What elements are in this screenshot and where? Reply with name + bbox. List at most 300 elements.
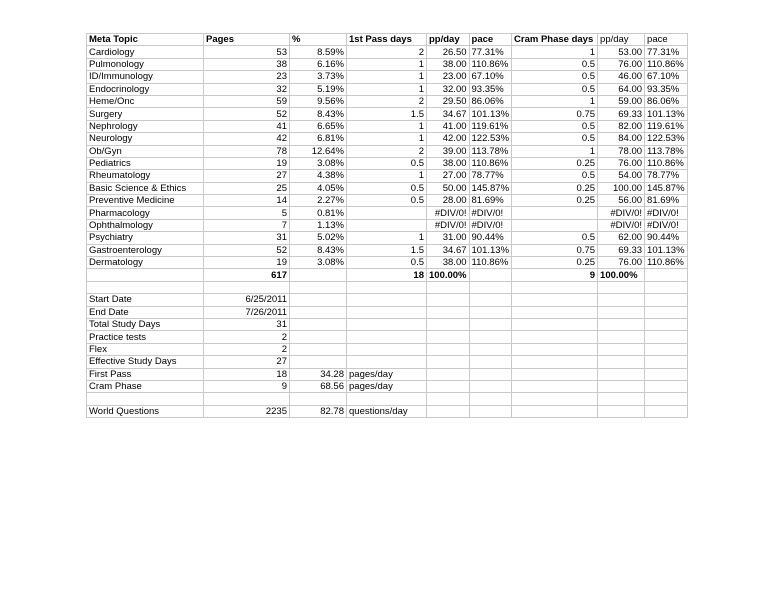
table-cell-fp[interactable]: 0.5 <box>347 257 427 269</box>
table-cell-pace2[interactable]: 67.10% <box>645 71 688 83</box>
table-cell-ppd[interactable]: 27.00 <box>427 170 470 182</box>
table-cell-pages[interactable]: 23 <box>204 71 290 83</box>
table-cell-ppd2[interactable]: 54.00 <box>598 170 645 182</box>
table-cell-pace[interactable]: 110.86% <box>469 58 512 70</box>
table-cell-pct[interactable]: 9.56% <box>290 95 347 107</box>
empty-cell[interactable] <box>512 368 598 380</box>
empty-cell[interactable] <box>598 405 645 417</box>
table-cell-pages[interactable]: 42 <box>204 133 290 145</box>
table-cell-cram[interactable]: 1 <box>512 46 598 58</box>
summary-rate-world[interactable]: 82.78 <box>290 405 347 417</box>
table-cell-ppd2[interactable]: 62.00 <box>598 232 645 244</box>
empty-cell[interactable] <box>427 281 470 293</box>
table-cell-topic[interactable]: Pharmacology <box>87 207 204 219</box>
empty-cell[interactable] <box>469 343 512 355</box>
table-cell-topic[interactable]: Ophthalmology <box>87 219 204 231</box>
empty-cell[interactable] <box>645 331 688 343</box>
table-cell-pace2[interactable]: 110.86% <box>645 58 688 70</box>
summary-value-start[interactable]: 6/25/2011 <box>204 294 290 306</box>
table-cell-ppd2[interactable]: 59.00 <box>598 95 645 107</box>
empty-cell[interactable] <box>347 393 427 405</box>
table-cell-ppd[interactable]: 42.00 <box>427 133 470 145</box>
table-row <box>87 58 688 70</box>
empty-cell[interactable] <box>290 331 347 343</box>
table-cell-pace[interactable]: 119.61% <box>469 120 512 132</box>
table-cell-pages[interactable]: 19 <box>204 257 290 269</box>
table-cell-cram[interactable]: 0.5 <box>512 133 598 145</box>
empty-cell[interactable] <box>598 356 645 368</box>
table-cell-topic[interactable]: Surgery <box>87 108 204 120</box>
totals-row <box>87 269 688 281</box>
table-cell-ppd[interactable]: 38.00 <box>427 257 470 269</box>
table-cell-cram[interactable] <box>512 219 598 231</box>
table-cell-pace2[interactable]: 145.87% <box>645 182 688 194</box>
table-cell-pct[interactable]: 6.65% <box>290 120 347 132</box>
table-cell-pace[interactable]: #DIV/0! <box>469 219 512 231</box>
table-cell-topic[interactable]: Rheumatology <box>87 170 204 182</box>
empty-cell[interactable] <box>598 318 645 330</box>
table-cell-pace[interactable]: 122.53% <box>469 133 512 145</box>
table-cell-fp[interactable]: 1 <box>347 58 427 70</box>
empty-cell[interactable] <box>645 281 688 293</box>
table-cell-pace[interactable]: 81.69% <box>469 195 512 207</box>
table-cell-ppd2[interactable]: 84.00 <box>598 133 645 145</box>
table-cell-pct[interactable]: 8.59% <box>290 46 347 58</box>
empty-cell[interactable] <box>598 306 645 318</box>
empty-cell[interactable] <box>469 405 512 417</box>
table-cell-pace[interactable]: 86.06% <box>469 95 512 107</box>
table-cell-pct[interactable]: 8.43% <box>290 244 347 256</box>
header-cell-cram[interactable]: Cram Phase days <box>512 34 598 46</box>
empty-cell[interactable] <box>598 294 645 306</box>
table-cell-ppd2[interactable]: 46.00 <box>598 71 645 83</box>
table-cell-topic[interactable]: Preventive Medicine <box>87 195 204 207</box>
table-row <box>87 207 688 219</box>
table-cell-ppd2[interactable]: #DIV/0! <box>598 219 645 231</box>
empty-cell[interactable] <box>469 368 512 380</box>
table-cell-fp[interactable]: 2 <box>347 95 427 107</box>
empty-cell[interactable] <box>427 356 470 368</box>
empty-cell[interactable] <box>204 393 290 405</box>
empty-cell[interactable] <box>469 306 512 318</box>
table-cell-ppd[interactable]: 38.00 <box>427 58 470 70</box>
empty-cell[interactable] <box>645 306 688 318</box>
empty-cell[interactable] <box>290 281 347 293</box>
table-cell-pages[interactable]: 7 <box>204 219 290 231</box>
empty-cell[interactable] <box>427 393 470 405</box>
table-cell-fp[interactable]: 1 <box>347 120 427 132</box>
header-cell-ppday2[interactable]: pp/day <box>598 34 645 46</box>
summary-row-effective <box>87 356 688 368</box>
table-cell-pace[interactable]: 110.86% <box>469 157 512 169</box>
table-cell-pct[interactable]: 4.05% <box>290 182 347 194</box>
table-cell-ppd[interactable]: #DIV/0! <box>427 207 470 219</box>
empty-cell[interactable] <box>427 343 470 355</box>
table-row <box>87 133 688 145</box>
empty-cell[interactable] <box>427 306 470 318</box>
summary-row-cram <box>87 380 688 392</box>
table-cell-topic[interactable]: Basic Science & Ethics <box>87 182 204 194</box>
table-cell-ppd2[interactable]: 64.00 <box>598 83 645 95</box>
empty-cell[interactable] <box>469 393 512 405</box>
table-cell-pages[interactable]: 38 <box>204 58 290 70</box>
table-cell-cram[interactable]: 0.5 <box>512 58 598 70</box>
summary-label-total[interactable]: Total Study Days <box>87 318 204 330</box>
table-cell-pages[interactable]: 41 <box>204 120 290 132</box>
table-cell-fp[interactable]: 1 <box>347 83 427 95</box>
table-cell-pages[interactable]: 52 <box>204 108 290 120</box>
table-cell-cram[interactable]: 0.5 <box>512 120 598 132</box>
totals-pages[interactable]: 617 <box>204 269 290 281</box>
summary-unit-cram[interactable]: pages/day <box>347 380 427 392</box>
table-cell-pct[interactable]: 5.19% <box>290 83 347 95</box>
table-cell-pct[interactable]: 12.64% <box>290 145 347 157</box>
table-cell-pace[interactable]: 90.44% <box>469 232 512 244</box>
table-cell-pct[interactable]: 5.02% <box>290 232 347 244</box>
summary-rate-first[interactable]: 34.28 <box>290 368 347 380</box>
totals-pace-blank[interactable] <box>469 269 512 281</box>
totals-pct[interactable] <box>290 269 347 281</box>
table-cell-fp[interactable] <box>347 219 427 231</box>
empty-cell[interactable] <box>347 306 427 318</box>
table-cell-cram[interactable]: 0.25 <box>512 182 598 194</box>
empty-cell[interactable] <box>645 368 688 380</box>
table-cell-pct[interactable]: 4.38% <box>290 170 347 182</box>
table-cell-ppd2[interactable]: 56.00 <box>598 195 645 207</box>
table-cell-pace[interactable]: #DIV/0! <box>469 207 512 219</box>
empty-cell[interactable] <box>347 294 427 306</box>
header-cell-topic[interactable]: Meta Topic <box>87 34 204 46</box>
table-cell-ppd[interactable]: #DIV/0! <box>427 219 470 231</box>
header-cell-first_pass[interactable]: 1st Pass days <box>347 34 427 46</box>
table-cell-ppd[interactable]: 29.50 <box>427 95 470 107</box>
table-cell-pace2[interactable]: 113.78% <box>645 145 688 157</box>
table-cell-pace2[interactable]: 93.35% <box>645 83 688 95</box>
table-cell-topic[interactable]: Endocrinology <box>87 83 204 95</box>
table-cell-pace2[interactable]: 81.69% <box>645 195 688 207</box>
table-cell-ppd[interactable]: 41.00 <box>427 120 470 132</box>
table-cell-pct[interactable]: 0.81% <box>290 207 347 219</box>
totals-first-pass[interactable]: 18 <box>347 269 427 281</box>
summary-value-end[interactable]: 7/26/2011 <box>204 306 290 318</box>
summary-value-world[interactable]: 2235 <box>204 405 290 417</box>
table-row <box>87 232 688 244</box>
empty-cell[interactable] <box>204 281 290 293</box>
empty-cell[interactable] <box>512 380 598 392</box>
empty-cell[interactable] <box>347 331 427 343</box>
table-cell-topic[interactable]: Gastroenterology <box>87 244 204 256</box>
table-cell-pace2[interactable]: 122.53% <box>645 133 688 145</box>
table-cell-cram[interactable]: 0.25 <box>512 157 598 169</box>
empty-cell[interactable] <box>427 380 470 392</box>
header-cell-pct[interactable]: % <box>290 34 347 46</box>
summary-unit-world[interactable]: questions/day <box>347 405 427 417</box>
table-cell-topic[interactable]: Psychiatry <box>87 232 204 244</box>
table-cell-cram[interactable]: 0.75 <box>512 108 598 120</box>
table-row <box>87 95 688 107</box>
summary-label-cram[interactable]: Cram Phase <box>87 380 204 392</box>
table-cell-fp[interactable] <box>347 207 427 219</box>
empty-cell[interactable] <box>469 380 512 392</box>
table-cell-pace[interactable]: 67.10% <box>469 71 512 83</box>
table-cell-topic[interactable]: Ob/Gyn <box>87 145 204 157</box>
table-cell-cram[interactable]: 1 <box>512 145 598 157</box>
empty-cell[interactable] <box>347 281 427 293</box>
table-cell-cram[interactable]: 0.5 <box>512 83 598 95</box>
table-cell-pct[interactable]: 3.73% <box>290 71 347 83</box>
table-cell-ppd2[interactable]: #DIV/0! <box>598 207 645 219</box>
table-cell-pages[interactable]: 32 <box>204 83 290 95</box>
totals-cram[interactable]: 9 <box>512 269 598 281</box>
table-cell-ppd[interactable]: 34.67 <box>427 244 470 256</box>
empty-cell[interactable] <box>598 331 645 343</box>
totals-blank[interactable] <box>645 269 688 281</box>
empty-cell[interactable] <box>512 356 598 368</box>
table-cell-cram[interactable]: 0.5 <box>512 232 598 244</box>
header-cell-pace[interactable]: pace <box>469 34 512 46</box>
empty-cell[interactable] <box>469 356 512 368</box>
table-cell-pages[interactable]: 5 <box>204 207 290 219</box>
table-cell-pages[interactable]: 25 <box>204 182 290 194</box>
table-cell-topic[interactable]: Pediatrics <box>87 157 204 169</box>
table-cell-ppd[interactable]: 26.50 <box>427 46 470 58</box>
summary-label-end[interactable]: End Date <box>87 306 204 318</box>
table-cell-pace2[interactable]: 101.13% <box>645 244 688 256</box>
table-cell-ppd2[interactable]: 100.00 <box>598 182 645 194</box>
empty-cell[interactable] <box>290 294 347 306</box>
table-cell-pace2[interactable]: 78.77% <box>645 170 688 182</box>
summary-value-flex[interactable]: 2 <box>204 343 290 355</box>
table-cell-topic[interactable]: Nephrology <box>87 120 204 132</box>
empty-cell[interactable] <box>645 405 688 417</box>
header-cell-pace2[interactable]: pace <box>645 34 688 46</box>
summary-label-start[interactable]: Start Date <box>87 294 204 306</box>
table-row <box>87 182 688 194</box>
summary-label-first[interactable]: First Pass <box>87 368 204 380</box>
empty-cell[interactable] <box>512 281 598 293</box>
empty-cell[interactable] <box>512 331 598 343</box>
table-cell-pace2[interactable]: 77.31% <box>645 46 688 58</box>
table-cell-pace2[interactable]: 119.61% <box>645 120 688 132</box>
empty-cell[interactable] <box>469 318 512 330</box>
summary-value-first[interactable]: 18 <box>204 368 290 380</box>
empty-cell[interactable] <box>469 331 512 343</box>
empty-cell[interactable] <box>598 343 645 355</box>
empty-cell[interactable] <box>347 343 427 355</box>
empty-cell[interactable] <box>645 294 688 306</box>
summary-unit-first[interactable]: pages/day <box>347 368 427 380</box>
summary-value-practice[interactable]: 2 <box>204 331 290 343</box>
empty-cell[interactable] <box>290 318 347 330</box>
table-cell-ppd[interactable]: 28.00 <box>427 195 470 207</box>
totals-pace[interactable]: 100.00% <box>427 269 470 281</box>
table-cell-ppd[interactable]: 39.00 <box>427 145 470 157</box>
empty-cell[interactable] <box>598 281 645 293</box>
table-cell-pace[interactable]: 145.87% <box>469 182 512 194</box>
empty-cell[interactable] <box>290 393 347 405</box>
table-cell-ppd2[interactable]: 82.00 <box>598 120 645 132</box>
table-cell-ppd2[interactable]: 76.00 <box>598 58 645 70</box>
summary-rate-cram[interactable]: 68.56 <box>290 380 347 392</box>
table-cell-pace2[interactable]: 101.13% <box>645 108 688 120</box>
table-cell-cram[interactable]: 0.25 <box>512 195 598 207</box>
table-cell-ppd[interactable]: 32.00 <box>427 83 470 95</box>
table-cell-ppd2[interactable]: 76.00 <box>598 157 645 169</box>
table-cell-ppd2[interactable]: 69.33 <box>598 244 645 256</box>
table-cell-pace[interactable]: 110.86% <box>469 257 512 269</box>
summary-value-effective[interactable]: 27 <box>204 356 290 368</box>
empty-cell[interactable] <box>512 405 598 417</box>
summary-label-practice[interactable]: Practice tests <box>87 331 204 343</box>
table-cell-pace[interactable]: 77.31% <box>469 46 512 58</box>
table-cell-ppd[interactable]: 50.00 <box>427 182 470 194</box>
empty-cell[interactable] <box>290 306 347 318</box>
table-cell-pct[interactable]: 6.16% <box>290 58 347 70</box>
empty-cell[interactable] <box>512 343 598 355</box>
table-cell-pages[interactable]: 27 <box>204 170 290 182</box>
table-row <box>87 108 688 120</box>
empty-cell[interactable] <box>347 356 427 368</box>
header-cell-pages[interactable]: Pages <box>204 34 290 46</box>
table-cell-pace2[interactable]: #DIV/0! <box>645 219 688 231</box>
table-cell-topic[interactable]: Dermatology <box>87 257 204 269</box>
table-cell-fp[interactable]: 2 <box>347 46 427 58</box>
table-cell-cram[interactable] <box>512 207 598 219</box>
study-schedule-sheet <box>86 33 688 418</box>
blank-row <box>87 281 688 293</box>
table-cell-pages[interactable]: 31 <box>204 232 290 244</box>
table-cell-cram[interactable]: 0.25 <box>512 257 598 269</box>
table-cell-topic[interactable]: Heme/Onc <box>87 95 204 107</box>
empty-cell[interactable] <box>87 281 204 293</box>
empty-cell[interactable] <box>469 281 512 293</box>
empty-cell[interactable] <box>290 356 347 368</box>
empty-cell[interactable] <box>347 318 427 330</box>
table-cell-ppd2[interactable]: 53.00 <box>598 46 645 58</box>
table-row <box>87 244 688 256</box>
table-cell-pace[interactable]: 101.13% <box>469 108 512 120</box>
summary-label-flex[interactable]: Flex <box>87 343 204 355</box>
table-cell-fp[interactable]: 2 <box>347 145 427 157</box>
table-cell-pages[interactable]: 53 <box>204 46 290 58</box>
summary-row-start <box>87 294 688 306</box>
table-cell-pages[interactable]: 78 <box>204 145 290 157</box>
empty-cell[interactable] <box>645 356 688 368</box>
summary-value-cram[interactable]: 9 <box>204 380 290 392</box>
summary-row-world <box>87 405 688 417</box>
table-cell-fp[interactable]: 0.5 <box>347 182 427 194</box>
table-row <box>87 257 688 269</box>
table-cell-ppd[interactable]: 31.00 <box>427 232 470 244</box>
table-cell-cram[interactable]: 1 <box>512 95 598 107</box>
summary-label-effective[interactable]: Effective Study Days <box>87 356 204 368</box>
table-row <box>87 170 688 182</box>
empty-cell[interactable] <box>87 393 204 405</box>
table-cell-pace2[interactable]: 86.06% <box>645 95 688 107</box>
table-cell-ppd[interactable]: 34.67 <box>427 108 470 120</box>
empty-cell[interactable] <box>645 343 688 355</box>
empty-cell[interactable] <box>512 306 598 318</box>
empty-cell[interactable] <box>427 405 470 417</box>
table-cell-fp[interactable]: 0.5 <box>347 195 427 207</box>
empty-cell[interactable] <box>290 343 347 355</box>
totals-label[interactable] <box>87 269 204 281</box>
table-cell-ppd2[interactable]: 69.33 <box>598 108 645 120</box>
table-cell-pages[interactable]: 59 <box>204 95 290 107</box>
table-cell-pace[interactable]: 78.77% <box>469 170 512 182</box>
empty-cell[interactable] <box>598 380 645 392</box>
table-cell-pct[interactable]: 8.43% <box>290 108 347 120</box>
table-cell-topic[interactable]: Pulmonology <box>87 58 204 70</box>
summary-label-world[interactable]: World Questions <box>87 405 204 417</box>
table-row <box>87 46 688 58</box>
table-cell-pages[interactable]: 14 <box>204 195 290 207</box>
table-cell-ppd[interactable]: 23.00 <box>427 71 470 83</box>
table-cell-fp[interactable]: 1 <box>347 170 427 182</box>
table-cell-pct[interactable]: 3.08% <box>290 157 347 169</box>
blank-row <box>87 393 688 405</box>
empty-cell[interactable] <box>512 318 598 330</box>
table-cell-pace2[interactable]: 90.44% <box>645 232 688 244</box>
table-cell-pace[interactable]: 113.78% <box>469 145 512 157</box>
summary-row-total <box>87 318 688 330</box>
table-cell-pace[interactable]: 101.13% <box>469 244 512 256</box>
table-cell-cram[interactable]: 0.75 <box>512 244 598 256</box>
empty-cell[interactable] <box>645 380 688 392</box>
empty-cell[interactable] <box>427 331 470 343</box>
table-cell-pace2[interactable]: 110.86% <box>645 157 688 169</box>
table-cell-fp[interactable]: 1 <box>347 232 427 244</box>
empty-cell[interactable] <box>427 368 470 380</box>
totals-pace2[interactable]: 100.00% <box>598 269 645 281</box>
empty-cell[interactable] <box>598 393 645 405</box>
header-cell-ppday[interactable]: pp/day <box>427 34 470 46</box>
table-cell-pace2[interactable]: 110.86% <box>645 257 688 269</box>
empty-cell[interactable] <box>645 318 688 330</box>
table-cell-fp[interactable]: 1.5 <box>347 108 427 120</box>
table-cell-pages[interactable]: 52 <box>204 244 290 256</box>
summary-value-total[interactable]: 31 <box>204 318 290 330</box>
empty-cell[interactable] <box>427 294 470 306</box>
table-cell-pct[interactable]: 3.08% <box>290 257 347 269</box>
empty-cell[interactable] <box>512 393 598 405</box>
table-cell-pace[interactable]: 93.35% <box>469 83 512 95</box>
table-cell-ppd2[interactable]: 76.00 <box>598 257 645 269</box>
table-cell-cram[interactable]: 0.5 <box>512 71 598 83</box>
table-cell-pct[interactable]: 6.81% <box>290 133 347 145</box>
table-cell-topic[interactable]: Cardiology <box>87 46 204 58</box>
table-cell-cram[interactable]: 0.5 <box>512 170 598 182</box>
table-cell-ppd[interactable]: 38.00 <box>427 157 470 169</box>
empty-cell[interactable] <box>427 318 470 330</box>
table-cell-topic[interactable]: Neurology <box>87 133 204 145</box>
empty-cell[interactable] <box>598 368 645 380</box>
table-cell-fp[interactable]: 1.5 <box>347 244 427 256</box>
table-cell-pct[interactable]: 1.13% <box>290 219 347 231</box>
table-cell-pct[interactable]: 2.27% <box>290 195 347 207</box>
table-cell-ppd2[interactable]: 78.00 <box>598 145 645 157</box>
table-cell-fp[interactable]: 0.5 <box>347 157 427 169</box>
empty-cell[interactable] <box>469 294 512 306</box>
empty-cell[interactable] <box>512 294 598 306</box>
table-cell-pace2[interactable]: #DIV/0! <box>645 207 688 219</box>
table-cell-fp[interactable]: 1 <box>347 133 427 145</box>
table-cell-fp[interactable]: 1 <box>347 71 427 83</box>
table-cell-pages[interactable]: 19 <box>204 157 290 169</box>
empty-cell[interactable] <box>645 393 688 405</box>
table-cell-topic[interactable]: ID/Immunology <box>87 71 204 83</box>
table-row <box>87 83 688 95</box>
